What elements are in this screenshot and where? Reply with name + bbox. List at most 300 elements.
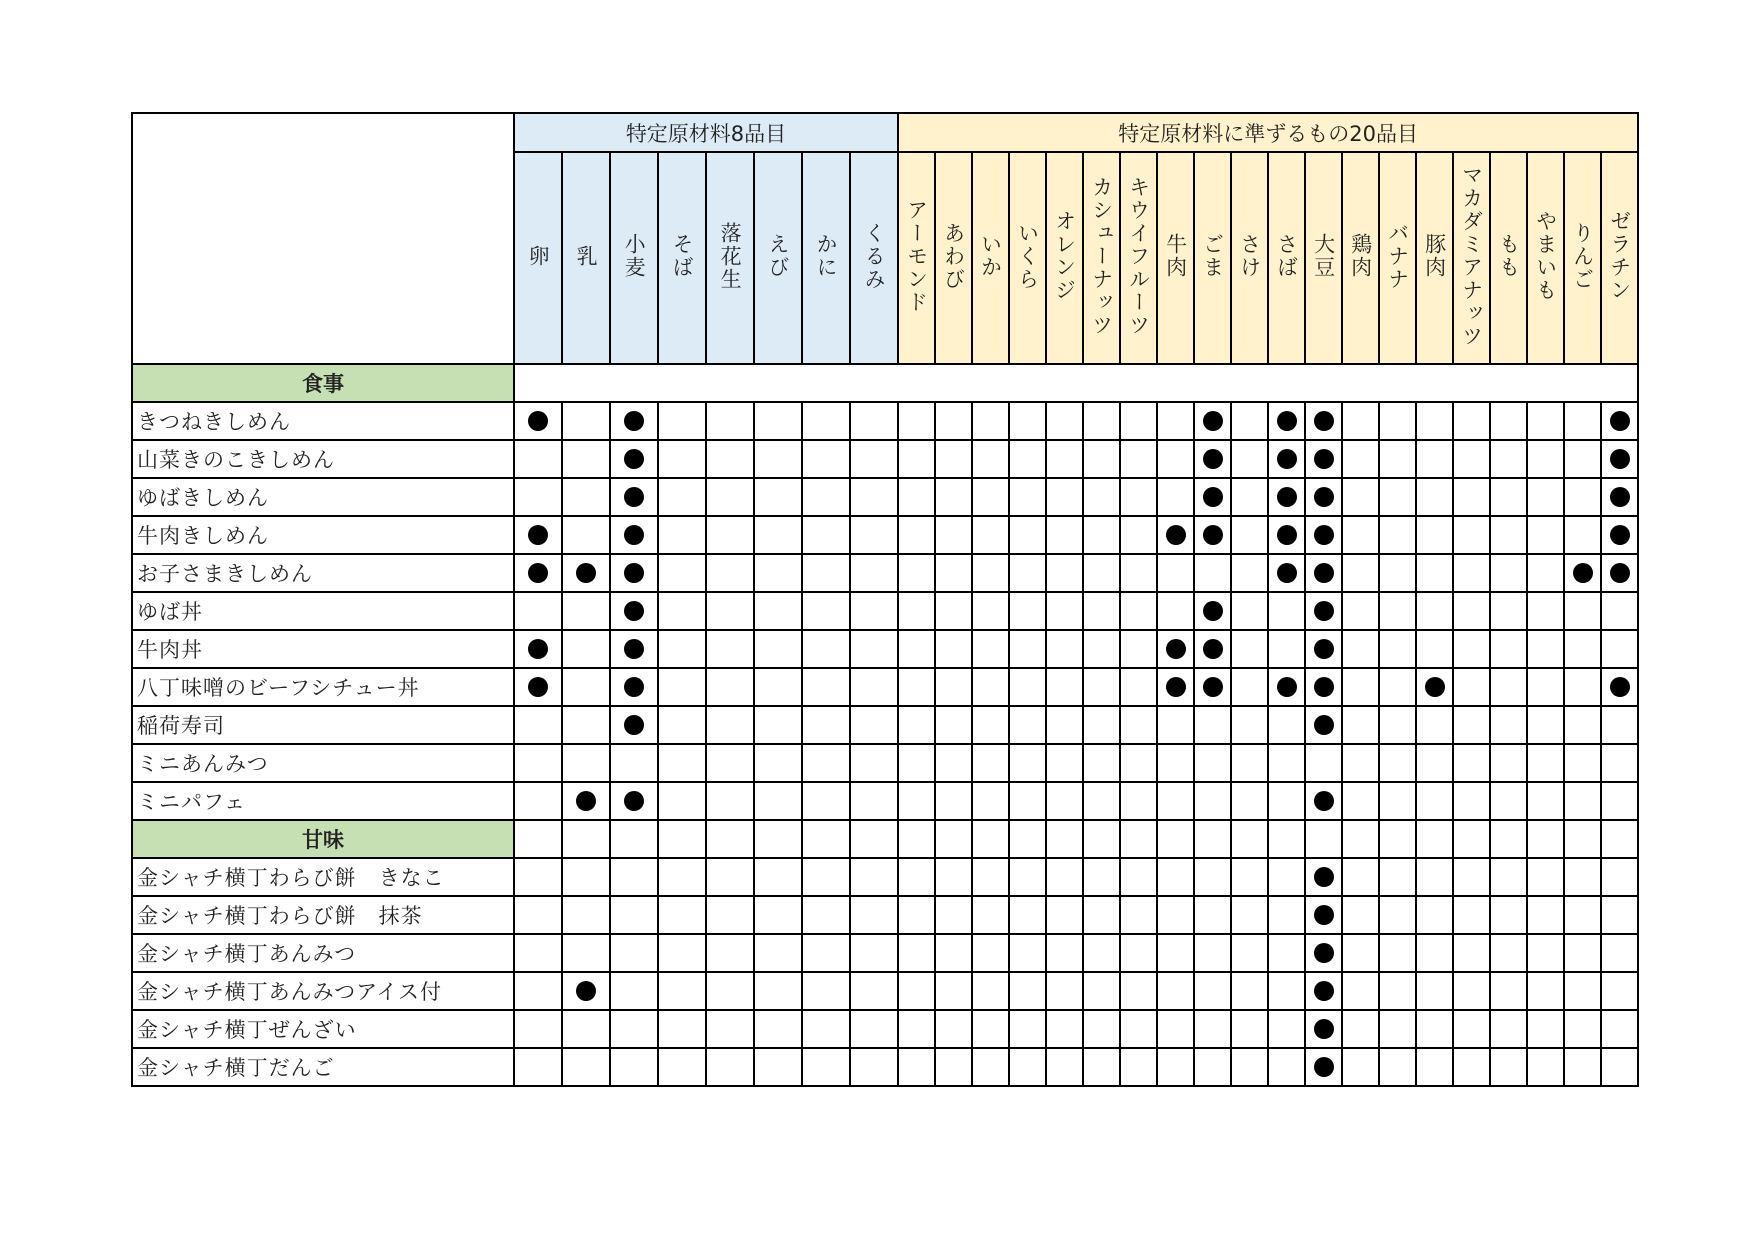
empty-cell — [1342, 668, 1379, 706]
filled-circle-icon — [1203, 677, 1223, 697]
empty-cell — [1564, 972, 1601, 1010]
empty-cell — [802, 630, 850, 668]
ingredient-label: 大豆 — [1311, 233, 1336, 279]
empty-cell — [1120, 1048, 1157, 1086]
empty-cell — [754, 858, 802, 896]
empty-cell — [1046, 1010, 1083, 1048]
table-row — [132, 744, 1638, 782]
empty-cell — [1009, 554, 1046, 592]
empty-cell — [1490, 478, 1527, 516]
empty-cell — [1490, 592, 1527, 630]
empty-cell — [1342, 744, 1379, 782]
empty-cell — [1305, 820, 1342, 858]
empty-cell — [1157, 782, 1194, 820]
filled-circle-icon — [624, 677, 644, 697]
empty-cell — [1268, 706, 1305, 744]
empty-cell — [1490, 630, 1527, 668]
empty-cell — [1453, 630, 1490, 668]
empty-cell — [1490, 972, 1527, 1010]
empty-cell — [1490, 782, 1527, 820]
empty-cell — [850, 782, 898, 820]
empty-cell — [850, 554, 898, 592]
empty-cell — [1268, 896, 1305, 934]
empty-cell — [802, 402, 850, 440]
empty-cell — [1527, 554, 1564, 592]
empty-cell — [610, 934, 658, 972]
empty-cell — [1305, 744, 1342, 782]
empty-cell — [1157, 1010, 1194, 1048]
empty-cell — [802, 554, 850, 592]
allergen-mark-cell — [1305, 896, 1342, 934]
empty-cell — [562, 896, 610, 934]
empty-cell — [1453, 706, 1490, 744]
empty-cell — [1194, 820, 1231, 858]
filled-circle-icon — [624, 601, 644, 621]
allergen-mark-cell — [610, 592, 658, 630]
empty-cell — [935, 668, 972, 706]
filled-circle-icon — [1277, 411, 1297, 431]
table-row — [132, 706, 1638, 744]
filled-circle-icon — [1166, 525, 1186, 545]
empty-cell — [658, 402, 706, 440]
empty-cell — [706, 858, 754, 896]
empty-cell — [1416, 440, 1453, 478]
empty-cell — [935, 1048, 972, 1086]
filled-circle-icon — [576, 791, 596, 811]
empty-cell — [514, 896, 562, 934]
allergen-mark-cell — [1268, 554, 1305, 592]
allergen-mark-cell — [1601, 478, 1638, 516]
filled-circle-icon — [1314, 981, 1334, 1001]
allergen-mark-cell — [610, 402, 658, 440]
filled-circle-icon — [1314, 1019, 1334, 1039]
empty-cell — [1342, 1048, 1379, 1086]
ingredient-label: 小麦 — [622, 233, 647, 279]
allergen-mark-cell — [1305, 934, 1342, 972]
menu-item-name: 牛肉きしめん — [132, 516, 514, 554]
empty-cell — [610, 1048, 658, 1086]
empty-cell — [514, 934, 562, 972]
filled-circle-icon — [1203, 487, 1223, 507]
empty-cell — [1157, 896, 1194, 934]
empty-cell — [1046, 402, 1083, 440]
ingredient-label: いくら — [1015, 221, 1040, 291]
filled-circle-icon — [624, 411, 644, 431]
menu-item-name: ミニパフェ — [132, 782, 514, 820]
ingredient-header — [972, 152, 1009, 364]
empty-cell — [1231, 668, 1268, 706]
ingredient-label: ゼラチン — [1607, 210, 1632, 302]
empty-cell — [1231, 744, 1268, 782]
empty-cell — [850, 440, 898, 478]
empty-cell — [658, 1010, 706, 1048]
empty-cell — [1453, 896, 1490, 934]
empty-cell — [754, 972, 802, 1010]
empty-cell — [850, 402, 898, 440]
empty-cell — [1527, 1010, 1564, 1048]
empty-cell — [1083, 554, 1120, 592]
empty-cell — [935, 1010, 972, 1048]
empty-cell — [1416, 516, 1453, 554]
ingredient-label: もも — [1496, 233, 1521, 279]
empty-cell — [972, 478, 1009, 516]
empty-cell — [1194, 744, 1231, 782]
ingredient-label: やまいも — [1533, 210, 1558, 302]
allergen-mark-cell — [514, 554, 562, 592]
empty-cell — [1379, 706, 1416, 744]
empty-cell — [706, 402, 754, 440]
empty-cell — [1231, 592, 1268, 630]
empty-cell — [754, 592, 802, 630]
empty-cell — [898, 934, 935, 972]
empty-cell — [935, 972, 972, 1010]
table-row — [132, 402, 1638, 440]
empty-cell — [1453, 782, 1490, 820]
empty-cell — [658, 972, 706, 1010]
ingredient-header — [1157, 152, 1194, 364]
allergen-mark-cell — [1601, 516, 1638, 554]
empty-cell — [562, 402, 610, 440]
empty-cell — [1601, 934, 1638, 972]
empty-cell — [1379, 820, 1416, 858]
empty-cell — [1120, 744, 1157, 782]
ingredient-header — [1083, 152, 1120, 364]
empty-cell — [1157, 934, 1194, 972]
empty-cell — [1342, 592, 1379, 630]
empty-cell — [972, 934, 1009, 972]
empty-cell — [935, 934, 972, 972]
empty-cell — [1231, 630, 1268, 668]
empty-cell — [562, 1010, 610, 1048]
filled-circle-icon — [624, 487, 644, 507]
empty-cell — [1046, 972, 1083, 1010]
ingredient-label: 卵 — [526, 244, 551, 268]
ingredient-header — [802, 152, 850, 364]
filled-circle-icon — [1277, 487, 1297, 507]
empty-cell — [1194, 1010, 1231, 1048]
empty-cell — [898, 592, 935, 630]
empty-cell — [658, 478, 706, 516]
allergen-mark-cell — [1194, 440, 1231, 478]
empty-cell — [1231, 858, 1268, 896]
empty-cell — [658, 744, 706, 782]
empty-cell — [1342, 972, 1379, 1010]
empty-cell — [1083, 744, 1120, 782]
empty-cell — [1231, 440, 1268, 478]
allergen-mark-cell — [1194, 402, 1231, 440]
empty-cell — [1564, 478, 1601, 516]
empty-cell — [1490, 554, 1527, 592]
menu-item-name: 山菜きのこきしめん — [132, 440, 514, 478]
empty-cell — [972, 858, 1009, 896]
empty-cell — [850, 592, 898, 630]
table-row — [132, 782, 1638, 820]
empty-cell — [658, 668, 706, 706]
empty-cell — [1009, 744, 1046, 782]
empty-cell — [1490, 1048, 1527, 1086]
empty-cell — [610, 744, 658, 782]
allergen-mark-cell — [1157, 630, 1194, 668]
section-title: 甘味 — [132, 820, 514, 858]
table-row — [132, 1048, 1638, 1086]
ingredient-header — [754, 152, 802, 364]
empty-cell — [1379, 668, 1416, 706]
empty-cell — [898, 1010, 935, 1048]
filled-circle-icon — [1203, 525, 1223, 545]
filled-circle-icon — [1314, 639, 1334, 659]
empty-cell — [1194, 934, 1231, 972]
empty-cell — [514, 972, 562, 1010]
empty-cell — [1083, 706, 1120, 744]
empty-cell — [754, 782, 802, 820]
empty-cell — [935, 782, 972, 820]
filled-circle-icon — [1610, 563, 1630, 583]
empty-cell — [1416, 972, 1453, 1010]
filled-circle-icon — [1277, 563, 1297, 583]
empty-cell — [1083, 592, 1120, 630]
empty-cell — [850, 896, 898, 934]
empty-cell — [1564, 516, 1601, 554]
table-row — [132, 668, 1638, 706]
table-row — [132, 896, 1638, 934]
empty-cell — [802, 782, 850, 820]
filled-circle-icon — [1203, 411, 1223, 431]
table-row — [132, 440, 1638, 478]
empty-cell — [850, 630, 898, 668]
empty-cell — [850, 820, 898, 858]
empty-cell — [850, 934, 898, 972]
empty-cell — [1231, 896, 1268, 934]
filled-circle-icon — [1314, 791, 1334, 811]
allergen-mark-cell — [1305, 668, 1342, 706]
empty-cell — [1379, 478, 1416, 516]
empty-cell — [1527, 934, 1564, 972]
allergen-mark-cell — [1305, 706, 1342, 744]
allergen-mark-cell — [514, 402, 562, 440]
empty-cell — [562, 440, 610, 478]
empty-cell — [658, 440, 706, 478]
empty-cell — [1083, 478, 1120, 516]
empty-cell — [935, 630, 972, 668]
empty-cell — [562, 516, 610, 554]
menu-item-name: お子さまきしめん — [132, 554, 514, 592]
empty-cell — [754, 744, 802, 782]
empty-cell — [658, 706, 706, 744]
allergen-table — [131, 112, 1639, 1087]
empty-cell — [898, 706, 935, 744]
empty-cell — [802, 516, 850, 554]
section-row — [132, 820, 1638, 858]
empty-cell — [898, 516, 935, 554]
empty-cell — [658, 934, 706, 972]
filled-circle-icon — [1314, 715, 1334, 735]
ingredient-label: アーモンド — [904, 198, 929, 314]
filled-circle-icon — [528, 411, 548, 431]
empty-cell — [898, 554, 935, 592]
empty-cell — [850, 1010, 898, 1048]
ingredient-header — [1564, 152, 1601, 364]
empty-cell — [1268, 592, 1305, 630]
empty-cell — [1453, 554, 1490, 592]
empty-cell — [1268, 820, 1305, 858]
ingredient-header — [1490, 152, 1527, 364]
empty-cell — [1157, 1048, 1194, 1086]
allergen-mark-cell — [514, 668, 562, 706]
empty-cell — [1009, 820, 1046, 858]
empty-cell — [935, 744, 972, 782]
empty-cell — [1342, 554, 1379, 592]
empty-cell — [514, 706, 562, 744]
filled-circle-icon — [1314, 449, 1334, 469]
empty-cell — [1120, 516, 1157, 554]
empty-cell — [1009, 402, 1046, 440]
empty-cell — [706, 820, 754, 858]
empty-cell — [1601, 820, 1638, 858]
empty-cell — [754, 478, 802, 516]
empty-cell — [1490, 858, 1527, 896]
empty-cell — [898, 858, 935, 896]
empty-cell — [1416, 1010, 1453, 1048]
empty-cell — [972, 440, 1009, 478]
empty-cell — [706, 744, 754, 782]
empty-cell — [1046, 592, 1083, 630]
empty-cell — [1231, 934, 1268, 972]
empty-cell — [1490, 1010, 1527, 1048]
empty-cell — [562, 858, 610, 896]
empty-cell — [1268, 1010, 1305, 1048]
empty-cell — [1453, 972, 1490, 1010]
empty-cell — [935, 706, 972, 744]
filled-circle-icon — [624, 563, 644, 583]
empty-cell — [1009, 858, 1046, 896]
empty-cell — [1268, 858, 1305, 896]
table-row — [132, 1010, 1638, 1048]
empty-cell — [1120, 630, 1157, 668]
empty-cell — [935, 896, 972, 934]
empty-cell — [1268, 934, 1305, 972]
table-row — [132, 516, 1638, 554]
ingredient-header — [898, 152, 935, 364]
empty-cell — [1416, 744, 1453, 782]
empty-cell — [1194, 896, 1231, 934]
empty-cell — [1083, 440, 1120, 478]
empty-cell — [658, 782, 706, 820]
empty-cell — [1194, 972, 1231, 1010]
empty-cell — [1453, 592, 1490, 630]
ingredient-header — [610, 152, 658, 364]
table-row — [132, 592, 1638, 630]
empty-cell — [562, 478, 610, 516]
allergen-mark-cell — [1305, 554, 1342, 592]
empty-cell — [1601, 630, 1638, 668]
empty-cell — [1379, 516, 1416, 554]
empty-cell — [1564, 592, 1601, 630]
empty-cell — [514, 592, 562, 630]
allergen-mark-cell — [1305, 858, 1342, 896]
empty-cell — [1009, 592, 1046, 630]
empty-cell — [1046, 630, 1083, 668]
empty-cell — [1527, 858, 1564, 896]
ingredient-header — [1194, 152, 1231, 364]
empty-cell — [1120, 934, 1157, 972]
empty-cell — [1046, 858, 1083, 896]
empty-cell — [1231, 972, 1268, 1010]
empty-cell — [898, 630, 935, 668]
allergen-mark-cell — [1157, 516, 1194, 554]
empty-cell — [1083, 820, 1120, 858]
allergen-mark-cell — [1305, 516, 1342, 554]
empty-cell — [1490, 668, 1527, 706]
filled-circle-icon — [576, 563, 596, 583]
empty-cell — [754, 1010, 802, 1048]
ingredient-header — [935, 152, 972, 364]
empty-cell — [935, 592, 972, 630]
empty-cell — [1009, 706, 1046, 744]
filled-circle-icon — [1610, 525, 1630, 545]
empty-cell — [898, 478, 935, 516]
table-row — [132, 478, 1638, 516]
section-row — [132, 364, 1638, 402]
filled-circle-icon — [1166, 677, 1186, 697]
empty-cell — [1379, 972, 1416, 1010]
allergen-mark-cell — [1416, 668, 1453, 706]
empty-cell — [1046, 820, 1083, 858]
empty-cell — [1083, 516, 1120, 554]
empty-cell — [802, 1010, 850, 1048]
empty-cell — [1490, 820, 1527, 858]
empty-cell — [1490, 402, 1527, 440]
menu-item-name: 金シャチ横丁わらび餅 きなこ — [132, 858, 514, 896]
filled-circle-icon — [1610, 449, 1630, 469]
empty-cell — [1120, 478, 1157, 516]
allergen-grid — [131, 112, 1639, 1087]
allergen-mark-cell — [1601, 440, 1638, 478]
table-row — [132, 858, 1638, 896]
empty-cell — [898, 668, 935, 706]
empty-cell — [1527, 820, 1564, 858]
allergen-mark-cell — [1305, 1010, 1342, 1048]
empty-cell — [562, 1048, 610, 1086]
empty-cell — [1564, 440, 1601, 478]
empty-cell — [1379, 782, 1416, 820]
empty-cell — [706, 1048, 754, 1086]
filled-circle-icon — [528, 639, 548, 659]
empty-cell — [935, 554, 972, 592]
allergen-mark-cell — [1601, 554, 1638, 592]
empty-cell — [1046, 782, 1083, 820]
allergen-mark-cell — [1305, 1048, 1342, 1086]
empty-cell — [754, 934, 802, 972]
allergen-mark-cell — [1194, 592, 1231, 630]
allergen-mark-cell — [1268, 402, 1305, 440]
empty-cell — [706, 554, 754, 592]
ingredient-label: ごま — [1200, 233, 1225, 279]
allergen-mark-cell — [1268, 440, 1305, 478]
menu-item-name: 八丁味噌のビーフシチュー丼 — [132, 668, 514, 706]
empty-cell — [562, 820, 610, 858]
empty-cell — [754, 668, 802, 706]
ingredient-label: 落花生 — [718, 221, 743, 291]
allergen-mark-cell — [1305, 440, 1342, 478]
allergen-mark-cell — [1194, 516, 1231, 554]
ingredient-header — [1046, 152, 1083, 364]
filled-circle-icon — [1314, 943, 1334, 963]
empty-cell — [1157, 402, 1194, 440]
empty-cell — [514, 744, 562, 782]
empty-cell — [972, 1048, 1009, 1086]
ingredient-header — [850, 152, 898, 364]
allergen-mark-cell — [1305, 402, 1342, 440]
